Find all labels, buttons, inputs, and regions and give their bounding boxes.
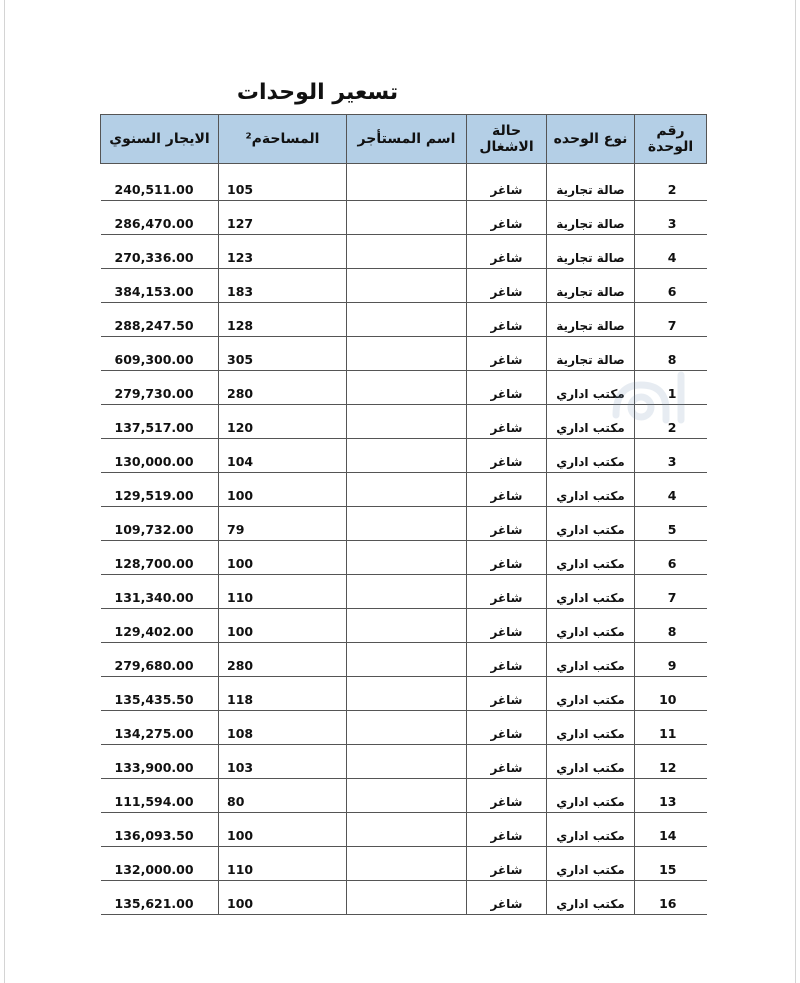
cell-area: 280 [219,371,347,405]
cell-annual-rent: 136,093.50 [101,813,219,847]
cell-unit-type: صالة تجارية [547,201,635,235]
cell-tenant [347,473,467,507]
cell-unit-no: 16 [635,881,707,915]
cell-unit-no: 8 [635,609,707,643]
cell-occupancy: شاغر [467,643,547,677]
table-row [101,779,707,813]
cell-occupancy: شاغر [467,847,547,881]
cell-tenant [347,881,467,915]
cell-unit-type: صالة تجارية [547,269,635,303]
cell-tenant [347,677,467,711]
cell-unit-no: 12 [635,745,707,779]
cell-occupancy: شاغر [467,439,547,473]
cell-area: 105 [219,164,347,201]
cell-unit-type: مكتب اداري [547,541,635,575]
cell-unit-no: 7 [635,303,707,337]
header-occupancy: حالة الاشغال [467,115,547,164]
table-header-row [101,115,707,164]
cell-unit-type: مكتب اداري [547,439,635,473]
cell-unit-no: 14 [635,813,707,847]
cell-tenant [347,541,467,575]
cell-unit-no: 10 [635,677,707,711]
cell-tenant [347,303,467,337]
cell-unit-no: 8 [635,337,707,371]
cell-occupancy: شاغر [467,473,547,507]
cell-annual-rent: 384,153.00 [101,269,219,303]
cell-annual-rent: 288,247.50 [101,303,219,337]
cell-occupancy: شاغر [467,609,547,643]
header-unit-type: نوع الوحده [547,115,635,164]
table-row [101,269,707,303]
table-row [101,609,707,643]
cell-occupancy: شاغر [467,575,547,609]
cell-occupancy: شاغر [467,507,547,541]
table-row [101,235,707,269]
table-row [101,541,707,575]
cell-unit-no: 6 [635,269,707,303]
cell-unit-no: 6 [635,541,707,575]
table-row [101,575,707,609]
cell-occupancy: شاغر [467,269,547,303]
cell-tenant [347,507,467,541]
cell-tenant [347,235,467,269]
cell-unit-no: 15 [635,847,707,881]
cell-unit-type: مكتب اداري [547,779,635,813]
cell-unit-no: 4 [635,235,707,269]
cell-unit-no: 7 [635,575,707,609]
cell-unit-no: 1 [635,371,707,405]
cell-annual-rent: 270,336.00 [101,235,219,269]
cell-area: 118 [219,677,347,711]
cell-area: 80 [219,779,347,813]
cell-unit-type: مكتب اداري [547,575,635,609]
cell-occupancy: شاغر [467,541,547,575]
cell-area: 104 [219,439,347,473]
cell-annual-rent: 279,730.00 [101,371,219,405]
table-row [101,881,707,915]
cell-unit-no: 9 [635,643,707,677]
table-row [101,813,707,847]
cell-tenant [347,745,467,779]
cell-area: 128 [219,303,347,337]
cell-tenant [347,164,467,201]
cell-area: 100 [219,813,347,847]
cell-area: 305 [219,337,347,371]
header-annual-rent: الايجار السنوي [101,115,219,164]
cell-unit-type: مكتب اداري [547,473,635,507]
cell-tenant [347,609,467,643]
cell-annual-rent: 130,000.00 [101,439,219,473]
cell-area: 79 [219,507,347,541]
cell-area: 120 [219,405,347,439]
cell-occupancy: شاغر [467,303,547,337]
cell-unit-type: مكتب اداري [547,745,635,779]
cell-annual-rent: 279,680.00 [101,643,219,677]
cell-tenant [347,371,467,405]
cell-tenant [347,269,467,303]
cell-tenant [347,847,467,881]
cell-occupancy: شاغر [467,235,547,269]
cell-tenant [347,405,467,439]
cell-area: 123 [219,235,347,269]
cell-occupancy: شاغر [467,164,547,201]
cell-tenant [347,643,467,677]
cell-unit-type: صالة تجارية [547,337,635,371]
cell-unit-no: 13 [635,779,707,813]
cell-unit-type: صالة تجارية [547,164,635,201]
cell-tenant [347,575,467,609]
cell-area: 100 [219,473,347,507]
cell-unit-type: مكتب اداري [547,813,635,847]
cell-unit-type: مكتب اداري [547,507,635,541]
cell-unit-no: 3 [635,439,707,473]
cell-occupancy: شاغر [467,881,547,915]
cell-tenant [347,711,467,745]
table-row [101,303,707,337]
table-row [101,745,707,779]
cell-area: 100 [219,609,347,643]
table-row [101,405,707,439]
cell-annual-rent: 109,732.00 [101,507,219,541]
table-row [101,439,707,473]
cell-tenant [347,337,467,371]
cell-unit-type: مكتب اداري [547,847,635,881]
cell-occupancy: شاغر [467,779,547,813]
cell-occupancy: شاغر [467,405,547,439]
cell-area: 110 [219,575,347,609]
cell-annual-rent: 135,621.00 [101,881,219,915]
cell-annual-rent: 132,000.00 [101,847,219,881]
cell-occupancy: شاغر [467,337,547,371]
table-row [101,337,707,371]
table-row [101,473,707,507]
cell-annual-rent: 131,340.00 [101,575,219,609]
table-row [101,201,707,235]
cell-unit-no: 5 [635,507,707,541]
cell-occupancy: شاغر [467,201,547,235]
cell-unit-type: مكتب اداري [547,609,635,643]
cell-annual-rent: 133,900.00 [101,745,219,779]
cell-unit-no: 2 [635,164,707,201]
cell-annual-rent: 137,517.00 [101,405,219,439]
table-row [101,677,707,711]
cell-annual-rent: 111,594.00 [101,779,219,813]
cell-unit-type: مكتب اداري [547,677,635,711]
table-row [101,164,707,201]
cell-unit-type: مكتب اداري [547,643,635,677]
cell-area: 280 [219,643,347,677]
cell-annual-rent: 129,519.00 [101,473,219,507]
header-tenant: اسم المستأجر [347,115,467,164]
cell-occupancy: شاغر [467,711,547,745]
cell-occupancy: شاغر [467,371,547,405]
cell-area: 100 [219,881,347,915]
cell-occupancy: شاغر [467,813,547,847]
cell-unit-no: 2 [635,405,707,439]
cell-unit-type: صالة تجارية [547,235,635,269]
cell-annual-rent: 134,275.00 [101,711,219,745]
cell-area: 183 [219,269,347,303]
cell-tenant [347,813,467,847]
document-title: تسعير الوحدات [236,80,399,105]
page-edge-right [795,0,796,983]
table-row [101,507,707,541]
page-edge-left [4,0,5,983]
cell-tenant [347,779,467,813]
cell-unit-no: 11 [635,711,707,745]
cell-unit-type: مكتب اداري [547,371,635,405]
header-unit-no: رقم الوحدة [635,115,707,164]
cell-annual-rent: 609,300.00 [101,337,219,371]
table-row [101,371,707,405]
header-area: المساحةم² [219,115,347,164]
table-row [101,711,707,745]
cell-unit-type: صالة تجارية [547,303,635,337]
cell-annual-rent: 240,511.00 [101,164,219,201]
cell-annual-rent: 129,402.00 [101,609,219,643]
table-body [101,164,707,915]
cell-unit-type: مكتب اداري [547,711,635,745]
cell-area: 110 [219,847,347,881]
cell-unit-type: مكتب اداري [547,881,635,915]
cell-tenant [347,439,467,473]
cell-annual-rent: 135,435.50 [101,677,219,711]
cell-annual-rent: 286,470.00 [101,201,219,235]
cell-area: 108 [219,711,347,745]
cell-unit-type: مكتب اداري [547,405,635,439]
cell-unit-no: 3 [635,201,707,235]
cell-tenant [347,201,467,235]
table-row [101,847,707,881]
cell-area: 100 [219,541,347,575]
cell-occupancy: شاغر [467,745,547,779]
cell-area: 103 [219,745,347,779]
cell-area: 127 [219,201,347,235]
cell-occupancy: شاغر [467,677,547,711]
cell-annual-rent: 128,700.00 [101,541,219,575]
cell-unit-no: 4 [635,473,707,507]
table-row [101,643,707,677]
units-pricing-table [100,114,707,915]
